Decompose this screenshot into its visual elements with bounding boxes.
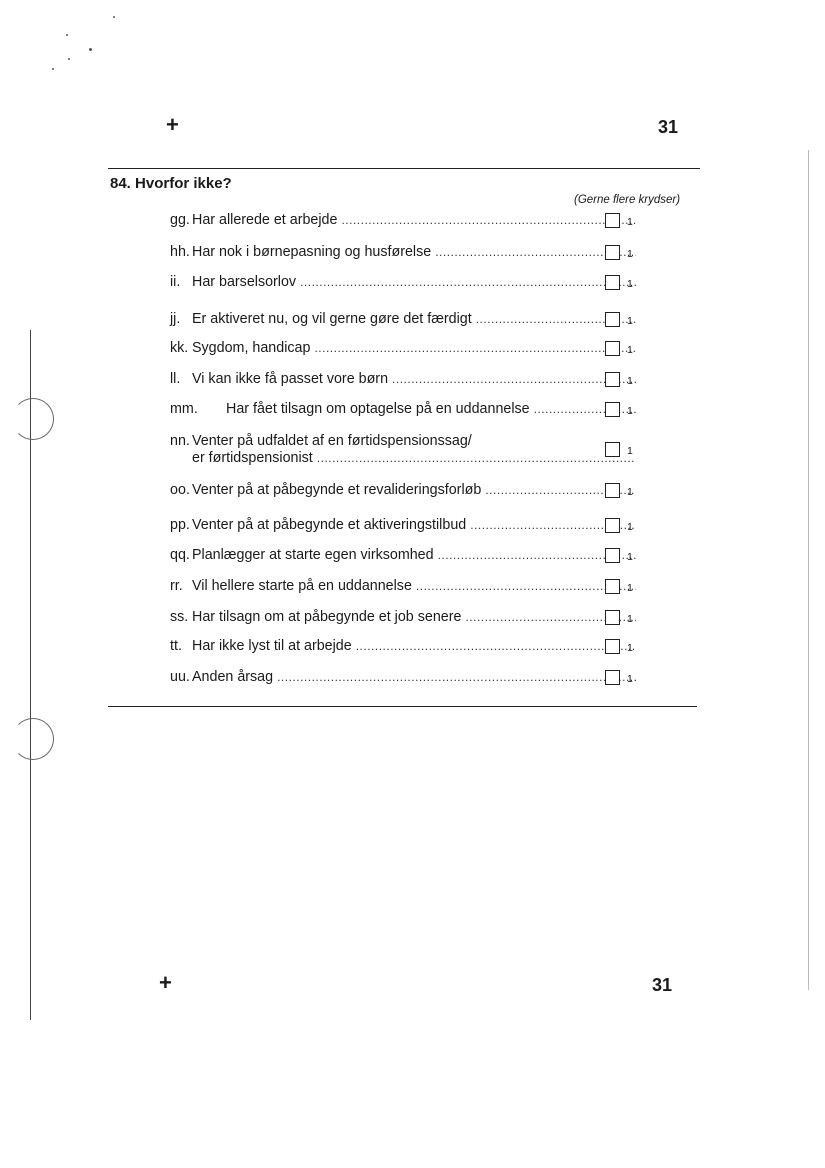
answer-code-value: 1 xyxy=(627,344,633,356)
dot-leader xyxy=(277,669,636,686)
answer-checkbox[interactable] xyxy=(605,548,620,563)
item-label: Vi kan ikke få passet vore børn xyxy=(192,371,389,387)
item-label: Vil hellere starte på en uddannelse xyxy=(192,578,412,594)
answer-item xyxy=(170,433,640,467)
scan-speck xyxy=(52,68,54,70)
question-note: (Gerne flere krydser) xyxy=(574,194,681,206)
answer-checkbox[interactable] xyxy=(605,518,620,533)
item-label: Har allerede et arbejde xyxy=(192,212,338,228)
item-code: oo. xyxy=(170,482,190,498)
answer-item xyxy=(170,547,640,564)
item-code: uu. xyxy=(170,669,190,685)
answer-code-value: 1 xyxy=(627,375,633,387)
answer-code-value: 1 xyxy=(627,315,633,327)
scan-speck xyxy=(68,58,70,60)
dot-leader xyxy=(416,578,636,595)
item-code: ll. xyxy=(170,371,181,387)
answer-item xyxy=(170,371,640,388)
item-label: Venter på at påbegynde et aktiveringstilbud xyxy=(192,517,467,533)
page-number-top: 31 xyxy=(658,117,679,137)
item-label-continued: er førtidspensionist xyxy=(192,450,313,466)
answer-code-value: 1 xyxy=(627,551,633,563)
item-label: Har ikke lyst til at arbejde xyxy=(192,638,352,654)
answer-checkbox[interactable] xyxy=(605,213,620,228)
item-code: mm. xyxy=(170,401,198,417)
scan-speck xyxy=(113,16,115,18)
answer-item xyxy=(170,578,640,595)
answer-code-value: 1 xyxy=(627,673,633,685)
dot-leader xyxy=(341,212,636,229)
item-code: ii. xyxy=(170,274,181,290)
answer-checkbox[interactable] xyxy=(605,670,620,685)
answer-code-value: 1 xyxy=(627,278,633,290)
item-label: Har nok i børnepasning og husførelse xyxy=(192,244,432,260)
answer-item xyxy=(170,609,640,626)
answer-code-value: 1 xyxy=(627,642,633,654)
scan-speck xyxy=(89,48,92,51)
answer-checkbox[interactable] xyxy=(605,275,620,290)
item-label: Anden årsag xyxy=(192,669,274,685)
item-label: Sygdom, handicap xyxy=(192,340,311,356)
answer-checkbox[interactable] xyxy=(605,579,620,594)
dot-leader xyxy=(534,401,636,418)
dot-leader xyxy=(300,274,636,291)
dot-leader xyxy=(317,450,636,467)
answer-code-value: 1 xyxy=(627,216,633,228)
bottom-rule xyxy=(108,706,697,707)
item-code: kk. xyxy=(170,340,189,356)
answer-item xyxy=(170,517,640,534)
answer-checkbox[interactable] xyxy=(605,312,620,327)
answer-checkbox[interactable] xyxy=(605,372,620,387)
registration-mark-bottom: + xyxy=(159,970,172,995)
answer-item xyxy=(170,311,640,328)
registration-mark-top: + xyxy=(166,112,179,137)
answer-item xyxy=(170,212,640,229)
answer-item xyxy=(170,669,640,686)
item-label: Har barselsorlov xyxy=(192,274,297,290)
item-label: Venter på at påbegynde et revalideringsforløb xyxy=(192,482,482,498)
item-label: Er aktiveret nu, og vil gerne gøre det færdigt xyxy=(192,311,472,327)
scan-edge-line xyxy=(808,150,809,990)
item-label: Har tilsagn om at påbegynde et job senere xyxy=(192,609,462,625)
item-label: Har fået tilsagn om optagelse på en uddannelse xyxy=(226,401,530,417)
answer-code-value: 1 xyxy=(627,248,633,260)
answer-code-value: 1 xyxy=(627,521,633,533)
top-rule xyxy=(108,168,700,169)
item-code: rr. xyxy=(170,578,183,594)
answer-code-value: 1 xyxy=(627,582,633,594)
answer-checkbox[interactable] xyxy=(605,483,620,498)
item-code: qq. xyxy=(170,547,190,563)
answer-checkbox[interactable] xyxy=(605,639,620,654)
item-code: tt. xyxy=(170,638,182,654)
item-label: Planlægger at starte egen virksomhed xyxy=(192,547,434,563)
item-code: pp. xyxy=(170,517,190,533)
item-label: Venter på udfaldet af en førtidspensionssag/ xyxy=(192,433,472,449)
item-code: nn. xyxy=(170,433,190,449)
item-code: gg. xyxy=(170,212,190,228)
question-title: 84. Hvorfor ikke? xyxy=(110,175,232,192)
answer-item xyxy=(170,401,640,418)
page-number-bottom: 31 xyxy=(652,975,673,995)
dot-leader xyxy=(392,371,636,388)
answer-checkbox[interactable] xyxy=(605,341,620,356)
answer-checkbox[interactable] xyxy=(605,245,620,260)
answer-code-value: 1 xyxy=(627,445,633,457)
answer-item xyxy=(170,638,640,655)
answer-item xyxy=(170,274,640,291)
answer-code-value: 1 xyxy=(627,613,633,625)
answer-checkbox[interactable] xyxy=(605,402,620,417)
dot-leader xyxy=(314,340,636,357)
item-code: jj. xyxy=(170,311,181,327)
answer-checkbox[interactable] xyxy=(605,442,620,457)
dot-leader xyxy=(356,638,636,655)
scan-speck xyxy=(66,34,68,36)
answer-checkbox[interactable] xyxy=(605,610,620,625)
punch-hole-bottom xyxy=(12,718,54,760)
answer-item xyxy=(170,482,640,499)
answer-item xyxy=(170,340,640,357)
answer-code-value: 1 xyxy=(627,405,633,417)
punch-hole-top xyxy=(12,398,54,440)
item-code: ss. xyxy=(170,609,189,625)
answer-item xyxy=(170,244,640,261)
item-code: hh. xyxy=(170,244,190,260)
answer-code-value: 1 xyxy=(627,486,633,498)
